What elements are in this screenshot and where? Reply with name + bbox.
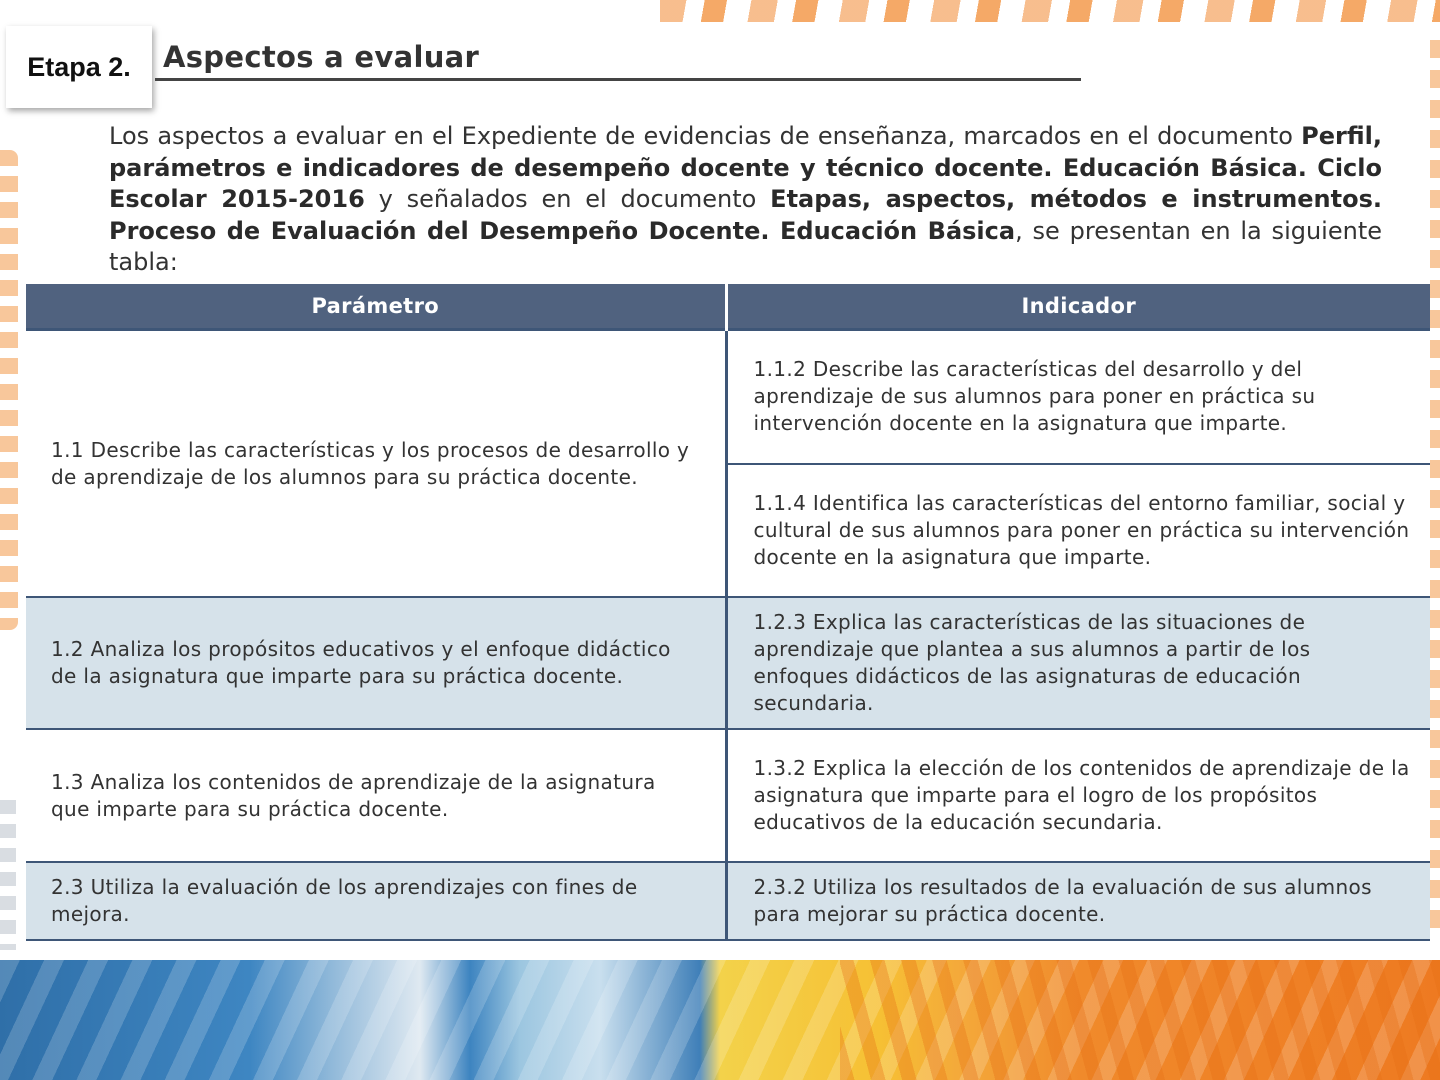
parametro-cell: 1.2 Analiza los propósitos educativos y el enfoque didáctico de la asignatura que imparte para su práctica docente. bbox=[26, 597, 726, 729]
indicador-cell: 2.3.2 Utiliza los resultados de la evaluación de sus alumnos para mejorar su práctica docente. bbox=[726, 862, 1430, 940]
decorative-left-pattern bbox=[0, 150, 18, 630]
decorative-left-lower-pattern bbox=[0, 800, 16, 950]
intro-text-3: , se presentan en la siguiente tabla: bbox=[109, 216, 1382, 276]
evaluation-table bbox=[26, 284, 1430, 941]
table-row bbox=[26, 597, 1430, 729]
parametro-cell: 1.3 Analiza los contenidos de aprendizaje de la asignatura que imparte para su práctica docente. bbox=[26, 729, 726, 862]
decorative-bottom-right-pattern bbox=[840, 960, 1440, 1080]
table-row bbox=[26, 862, 1430, 940]
intro-paragraph bbox=[109, 121, 1382, 279]
decorative-right-pattern bbox=[1430, 40, 1440, 940]
table-row bbox=[26, 729, 1430, 862]
title-underline bbox=[155, 78, 1081, 81]
parametro-cell: 1.1 Describe las características y los procesos de desarrollo y de aprendizaje de los alumnos para su práctica docente. bbox=[26, 330, 726, 598]
indicador-cell: 1.2.3 Explica las características de las situaciones de aprendizaje que plantea a sus alumnos a partir de los enfoques didácticos de las asignaturas de educación secundaria. bbox=[726, 597, 1430, 729]
intro-doc-title-2: Etapas, aspectos, métodos e instrumentos. Proceso de Evaluación del Desempeño Docente. Educación Básica bbox=[109, 185, 1382, 245]
header-indicador: Indicador bbox=[726, 284, 1430, 330]
parametro-cell: 2.3 Utiliza la evaluación de los aprendizajes con fines de mejora. bbox=[26, 862, 726, 940]
table-header-row bbox=[26, 284, 1430, 330]
table-row bbox=[26, 330, 1430, 464]
indicador-cell: 1.1.4 Identifica las características del entorno familiar, social y cultural de sus alumnos para poner en práctica su intervención docente en la asignatura que imparte. bbox=[726, 464, 1430, 598]
stage-badge: Etapa 2. bbox=[6, 26, 152, 108]
indicador-cell: 1.3.2 Explica la elección de los contenidos de aprendizaje de la asignatura que imparte para el logro de los propósitos educativos de la educación secundaria. bbox=[726, 729, 1430, 862]
section-title: Aspectos a evaluar bbox=[163, 40, 480, 74]
intro-text-2: y señalados en el documento bbox=[364, 185, 771, 213]
intro-doc-title-1: Perfil, parámetros e indicadores de desempeño docente y técnico docente. Educación Básica. Ciclo Escolar 2015-2016 bbox=[109, 122, 1382, 213]
header-parametro: Parámetro bbox=[26, 284, 726, 330]
intro-text-1: Los aspectos a evaluar en el Expediente de evidencias de enseñanza, marcados en el documento bbox=[109, 122, 1302, 150]
decorative-top-pattern bbox=[660, 0, 1440, 22]
indicador-cell: 1.1.2 Describe las características del desarrollo y del aprendizaje de sus alumnos para poner en práctica su intervención docente en la asignatura que imparte. bbox=[726, 330, 1430, 464]
